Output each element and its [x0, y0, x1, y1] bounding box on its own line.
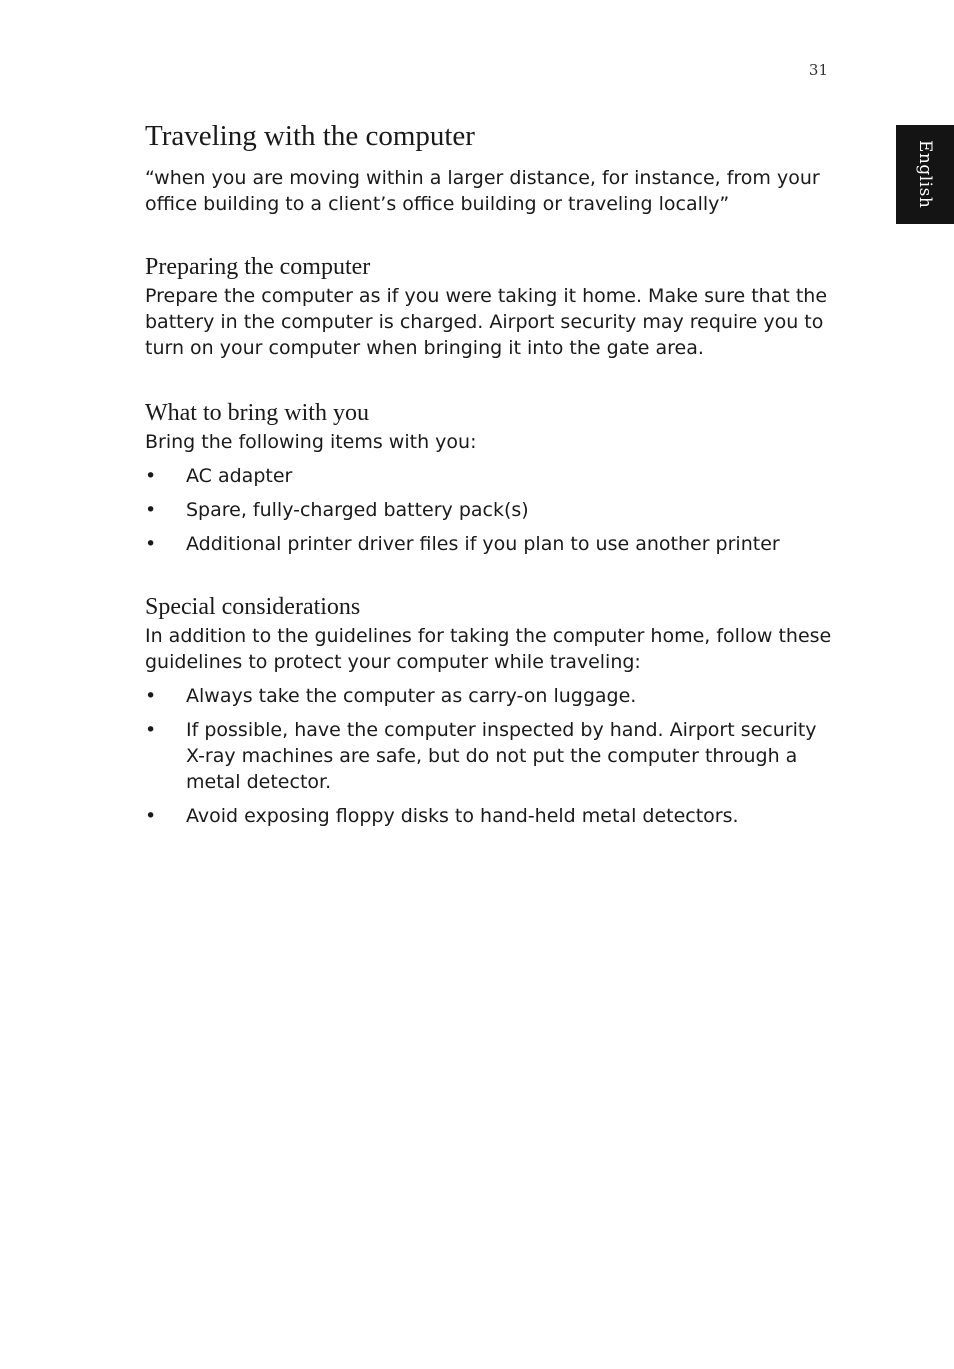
list-item-text: Always take the computer as carry-on luggage. [186, 685, 637, 707]
section-heading: What to bring with you [145, 400, 369, 426]
list-item [145, 683, 835, 709]
list-item [145, 803, 835, 829]
section-text: In addition to the guidelines for taking the computer home, follow these guidelines to protect your computer while traveling: [145, 625, 832, 673]
bullet-icon: • [145, 465, 157, 487]
bullet-icon: • [145, 685, 157, 707]
intro-quote: “when you are moving within a larger distance, for instance, from your office building to a client’s office building or traveling locally” [145, 167, 820, 215]
page-number: 31 [808, 61, 828, 79]
list-item-text: AC adapter [186, 465, 293, 487]
page-title: Traveling with the computer [145, 120, 475, 152]
language-tab [896, 125, 954, 224]
language-tab-label: English [915, 140, 935, 209]
list-item-text: If possible, have the computer inspected by hand. Airport security X-ray machines are safe, but do not put the computer through a metal detector. [186, 719, 817, 793]
bullet-list [145, 463, 835, 557]
list-item-text: Spare, fully-charged battery pack(s) [186, 499, 529, 521]
section-heading: Preparing the computer [145, 254, 371, 280]
list-item-text: Additional printer driver files if you plan to use another printer [186, 533, 780, 555]
bullet-icon: • [145, 719, 157, 741]
list-item [145, 717, 835, 795]
list-item [145, 497, 835, 523]
page-content [145, 116, 835, 829]
section-heading: Special considerations [145, 594, 361, 620]
section-text: Bring the following items with you: [145, 431, 477, 453]
section-text: Prepare the computer as if you were taking it home. Make sure that the battery in the computer is charged. Airport security may require you to turn on your computer when bringing it into the gate area. [145, 285, 828, 359]
bullet-icon: • [145, 805, 157, 827]
section-what-to-bring [145, 397, 835, 557]
bullet-list [145, 683, 835, 829]
list-item [145, 531, 835, 557]
bullet-icon: • [145, 499, 157, 521]
bullet-icon: • [145, 533, 157, 555]
list-item-text: Avoid exposing floppy disks to hand-held metal detectors. [186, 805, 739, 827]
list-item [145, 463, 835, 489]
section-preparing-computer [145, 251, 835, 361]
section-special-considerations [145, 591, 835, 829]
